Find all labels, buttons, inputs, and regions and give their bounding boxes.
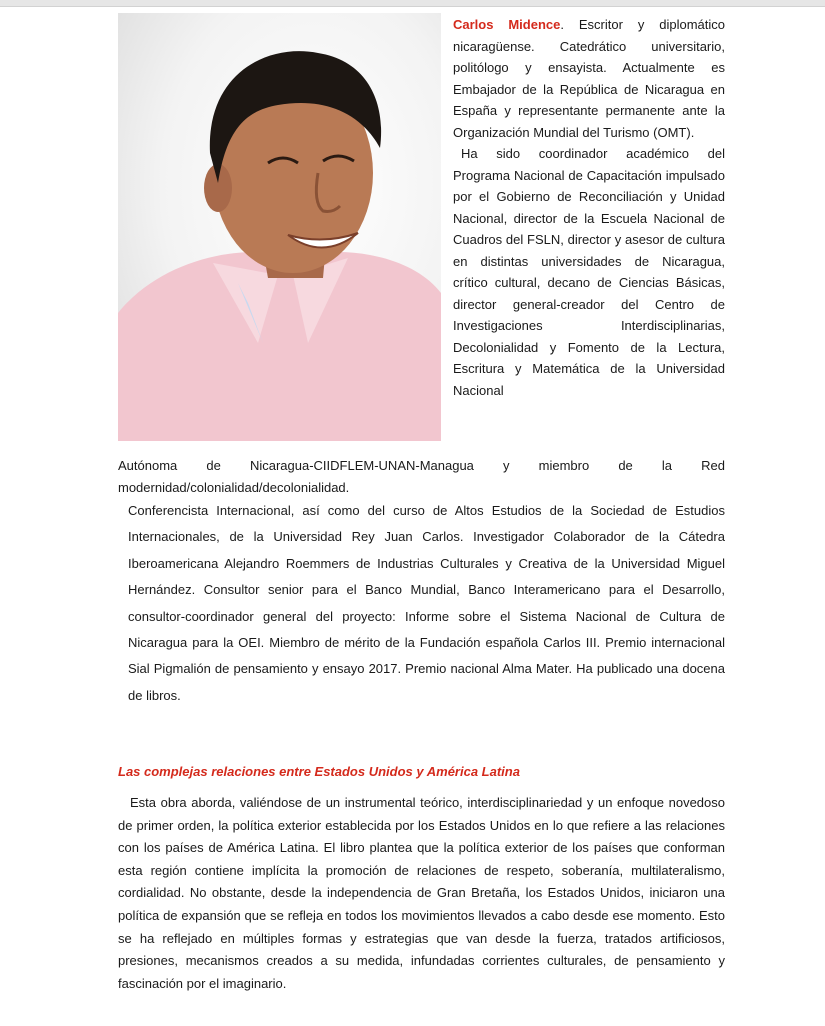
bio-right-column (453, 14, 725, 401)
book-description: Esta obra aborda, valiéndose de un instrumental teórico, interdisciplinariedad y un enfoque novedoso de primer orden, la política exterior establecida por los Estados Unidos en lo que refiere a las relaciones con los países de América Latina. El libro plantea que la política exterior de los países que conforman esta región contiene implícita la promoción de relaciones de respeto, soberanía, multilateralismo, cordialidad. No obstante, desde la independencia de Gran Bretaña, los Estados Unidos, iniciaron una política de expansión que se refleja en todos los movimientos llevados a cabo desde ese momento. Esto se ha reflejado en múltiples formas y estrategias que van desde la fuerza, tratados artificiosos, presiones, mecanismos creados a su medida, infundadas corrientes culturales, de pensamiento y fascinación por el imaginario. (118, 795, 725, 991)
author-name: Carlos Midence (453, 17, 561, 32)
book-title: Las complejas relaciones entre Estados Unidos y América Latina (118, 764, 520, 779)
bio-career: Ha sido coordinador académico del Programa Nacional de Capacitación impulsado por el Gobierno de Reconciliación y Unidad Nacional, director de la Escuela Nacional de Cuadros del FSLN, director y asesor de cultura en distintas universidades de Nicaragua, crítico cultural, decano de Ciencias Básicas, director general-creador del Centro de Investigaciones Interdisciplinarias, Decolonialidad y Fomento de la Lectura, Escritura y Matemática de la Universidad Nacional (453, 146, 725, 398)
bio-conference: Conferencista Internacional, así como del curso de Altos Estudios de la Sociedad de Estudios Internacionales, de la Universidad Rey Juan Carlos. Investigador Colaborador de la Cátedra Iberoamericana Alejandro Roemmers de Industrias Culturales y Creativa de la Universidad Miguel Hernández. Consultor senior para el Banco Mundial, Banco Interamericano para el Desarrollo, consultor-coordinador general del proyecto: Informe sobre el Sistema Nacional de Cultura de Nicaragua para la OEI. Miembro de mérito de la Fundación española Carlos III. Premio internacional Sial Pigmalión de pensamiento y ensayo 2017. Premio nacional Alma Mater. Ha publicado una docena de libros. (128, 503, 725, 703)
portrait-illustration (118, 13, 441, 441)
bio-career-continued: Autónoma de Nicaragua-CIIDFLEM-UNAN-Managua y miembro de la Red modernidad/colonialidad/decolonialidad. (118, 458, 725, 495)
top-border (0, 0, 825, 7)
author-photo (118, 13, 441, 441)
bio-intro: . Escritor y diplomático nicaragüense. Catedrático universitario, politólogo y ensayista. Actualmente es Embajador de la República de Nicaragua en España y representante permanente ante la Organización Mundial del Turismo (OMT). (453, 17, 725, 140)
